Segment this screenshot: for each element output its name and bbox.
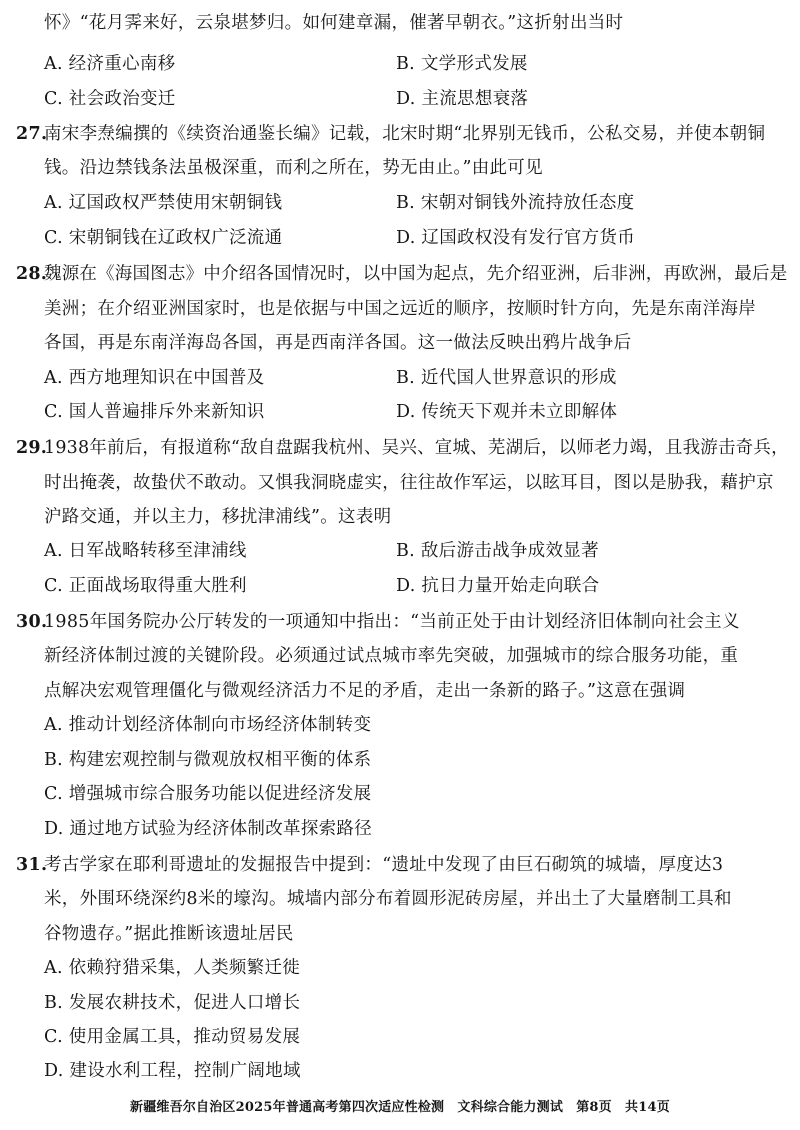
q28-option-d: D. 传统天下观并未立即解体 (396, 402, 618, 422)
q27-stem-line-1: 南宋李焘编撰的《续资治通鉴长编》记载，北宋时期“北界别无钱币，公私交易，并使本朝铜 (44, 124, 766, 144)
q29-stem-line-1: 1938年前后，有报道称“敌自盘踞我杭州、吴兴、宣城、芜湖后，以师老力竭，且我游击奇兵， (44, 438, 789, 458)
q29-option-a: A. 日军战略转移至津浦线 (44, 541, 247, 561)
q26-option-b: B. 文学形式发展 (396, 54, 528, 74)
q29-option-d: D. 抗日力量开始走向联合 (396, 576, 600, 596)
q30-option-b: B. 构建宏观控制与微观放权相平衡的体系 (44, 750, 372, 770)
q30-option-d: D. 通过地方试验为经济体制改革探索路径 (44, 819, 373, 839)
q29-option-c: C. 正面战场取得重大胜利 (44, 576, 247, 596)
q31-option-a: A. 依赖狩猎采集，人类频繁迁徙 (44, 958, 301, 978)
q31-option-d: D. 建设水利工程，控制广阔地域 (44, 1061, 301, 1081)
q30-stem-line-2: 新经济体制过渡的关键阶段。必须通过试点城市率先突破，加强城市的综合服务功能，重 (44, 646, 739, 666)
q27-question (16, 121, 765, 147)
q30-stem-line-3: 点解决宏观管理僵化与微观经济活力不足的矛盾，走出一条新的路子。”这意在强调 (44, 681, 686, 701)
q26-option-c: C. 社会政治变迁 (44, 89, 176, 109)
q29-stem-line-3: 沪路交通，并以主力，移扰津浦线”。这表明 (44, 507, 392, 527)
q31-stem-line-3: 谷物遗存。”据此推断该遗址居民 (44, 924, 294, 944)
q26-option-d: D. 主流思想衰落 (396, 89, 529, 109)
q27-option-a: A. 辽国政权严禁使用宋朝铜钱 (44, 193, 283, 213)
q27-option-d: D. 辽国政权没有发行官方货币 (396, 228, 636, 248)
q31-stem-line-2: 米，外围环绕深约8米的壕沟。城墙内部分布着圆形泥砖房屋，并出土了大量磨制工具和 (44, 889, 732, 909)
q30-question (16, 609, 740, 635)
q31-question (16, 852, 723, 878)
q29-option-b: B. 敌后游击战争成效显著 (396, 541, 599, 561)
q30-option-a: A. 推动计划经济体制向市场经济体制转变 (44, 715, 372, 735)
q26-stem-line-1: 怀》“花月霁来好，云泉堪梦归。如何建章漏，催著早朝衣。”这折射出当时 (44, 13, 624, 33)
q27-option-b: B. 宋朝对铜钱外流持放任态度 (396, 193, 635, 213)
q31-stem-line-1: 考古学家在耶利哥遗址的发掘报告中提到：“遗址中发现了由巨石砌筑的城墙，厚度达3 (44, 855, 724, 875)
q28-stem-line-3: 各国，再是东南洋海岛各国，再是西南洋各国。这一做法反映出鸦片战争后 (44, 333, 632, 353)
q28-question (16, 261, 787, 287)
q28-option-c: C. 国人普遍排斥外来新知识 (44, 402, 265, 422)
q29-stem-line-2: 时出掩袭，故蛰伏不敢动。又惧我洞晓虚实，往往故作军运，以眩耳目，图以是胁我，藉护京 (44, 473, 774, 493)
q30-stem-line-1: 1985年国务院办公厅转发的一项通知中指出：“当前正处于由计划经济旧体制向社会主义 (44, 612, 740, 632)
q31-number: 31. (16, 855, 48, 875)
q30-option-c: C. 增强城市综合服务功能以促进经济发展 (44, 784, 372, 804)
q27-number: 27. (16, 124, 48, 144)
q28-stem-line-2: 美洲；在介绍亚洲国家时，也是依据与中国之远近的顺序，按顺时针方向，先是东南洋海岸 (44, 299, 756, 319)
q29-number: 29. (16, 438, 48, 458)
q28-number: 28. (16, 264, 48, 284)
q28-option-b: B. 近代国人世界意识的形成 (396, 368, 617, 388)
q30-number: 30. (16, 612, 48, 632)
q26-option-a: A. 经济重心南移 (44, 54, 176, 74)
q29-question (16, 435, 789, 461)
q31-option-b: B. 发展农耕技术，促进人口增长 (44, 993, 301, 1013)
q31-option-c: C. 使用金属工具，推动贸易发展 (44, 1027, 301, 1047)
page-footer: 新疆维吾尔自治区2025年普通高考第四次适应性检测 文科综合能力测试 第8页 共14页 (130, 1100, 670, 1115)
q27-stem-line-2: 钱。沿边禁钱条法虽极深重，而利之所在，势无由止。”由此可见 (44, 158, 543, 178)
q27-option-c: C. 宋朝铜钱在辽政权广泛流通 (44, 228, 283, 248)
q28-option-a: A. 西方地理知识在中国普及 (44, 368, 265, 388)
q28-stem-line-1: 魏源在《海国图志》中介绍各国情况时，以中国为起点，先介绍亚洲，后非洲，再欧洲，最后是 (44, 264, 788, 284)
